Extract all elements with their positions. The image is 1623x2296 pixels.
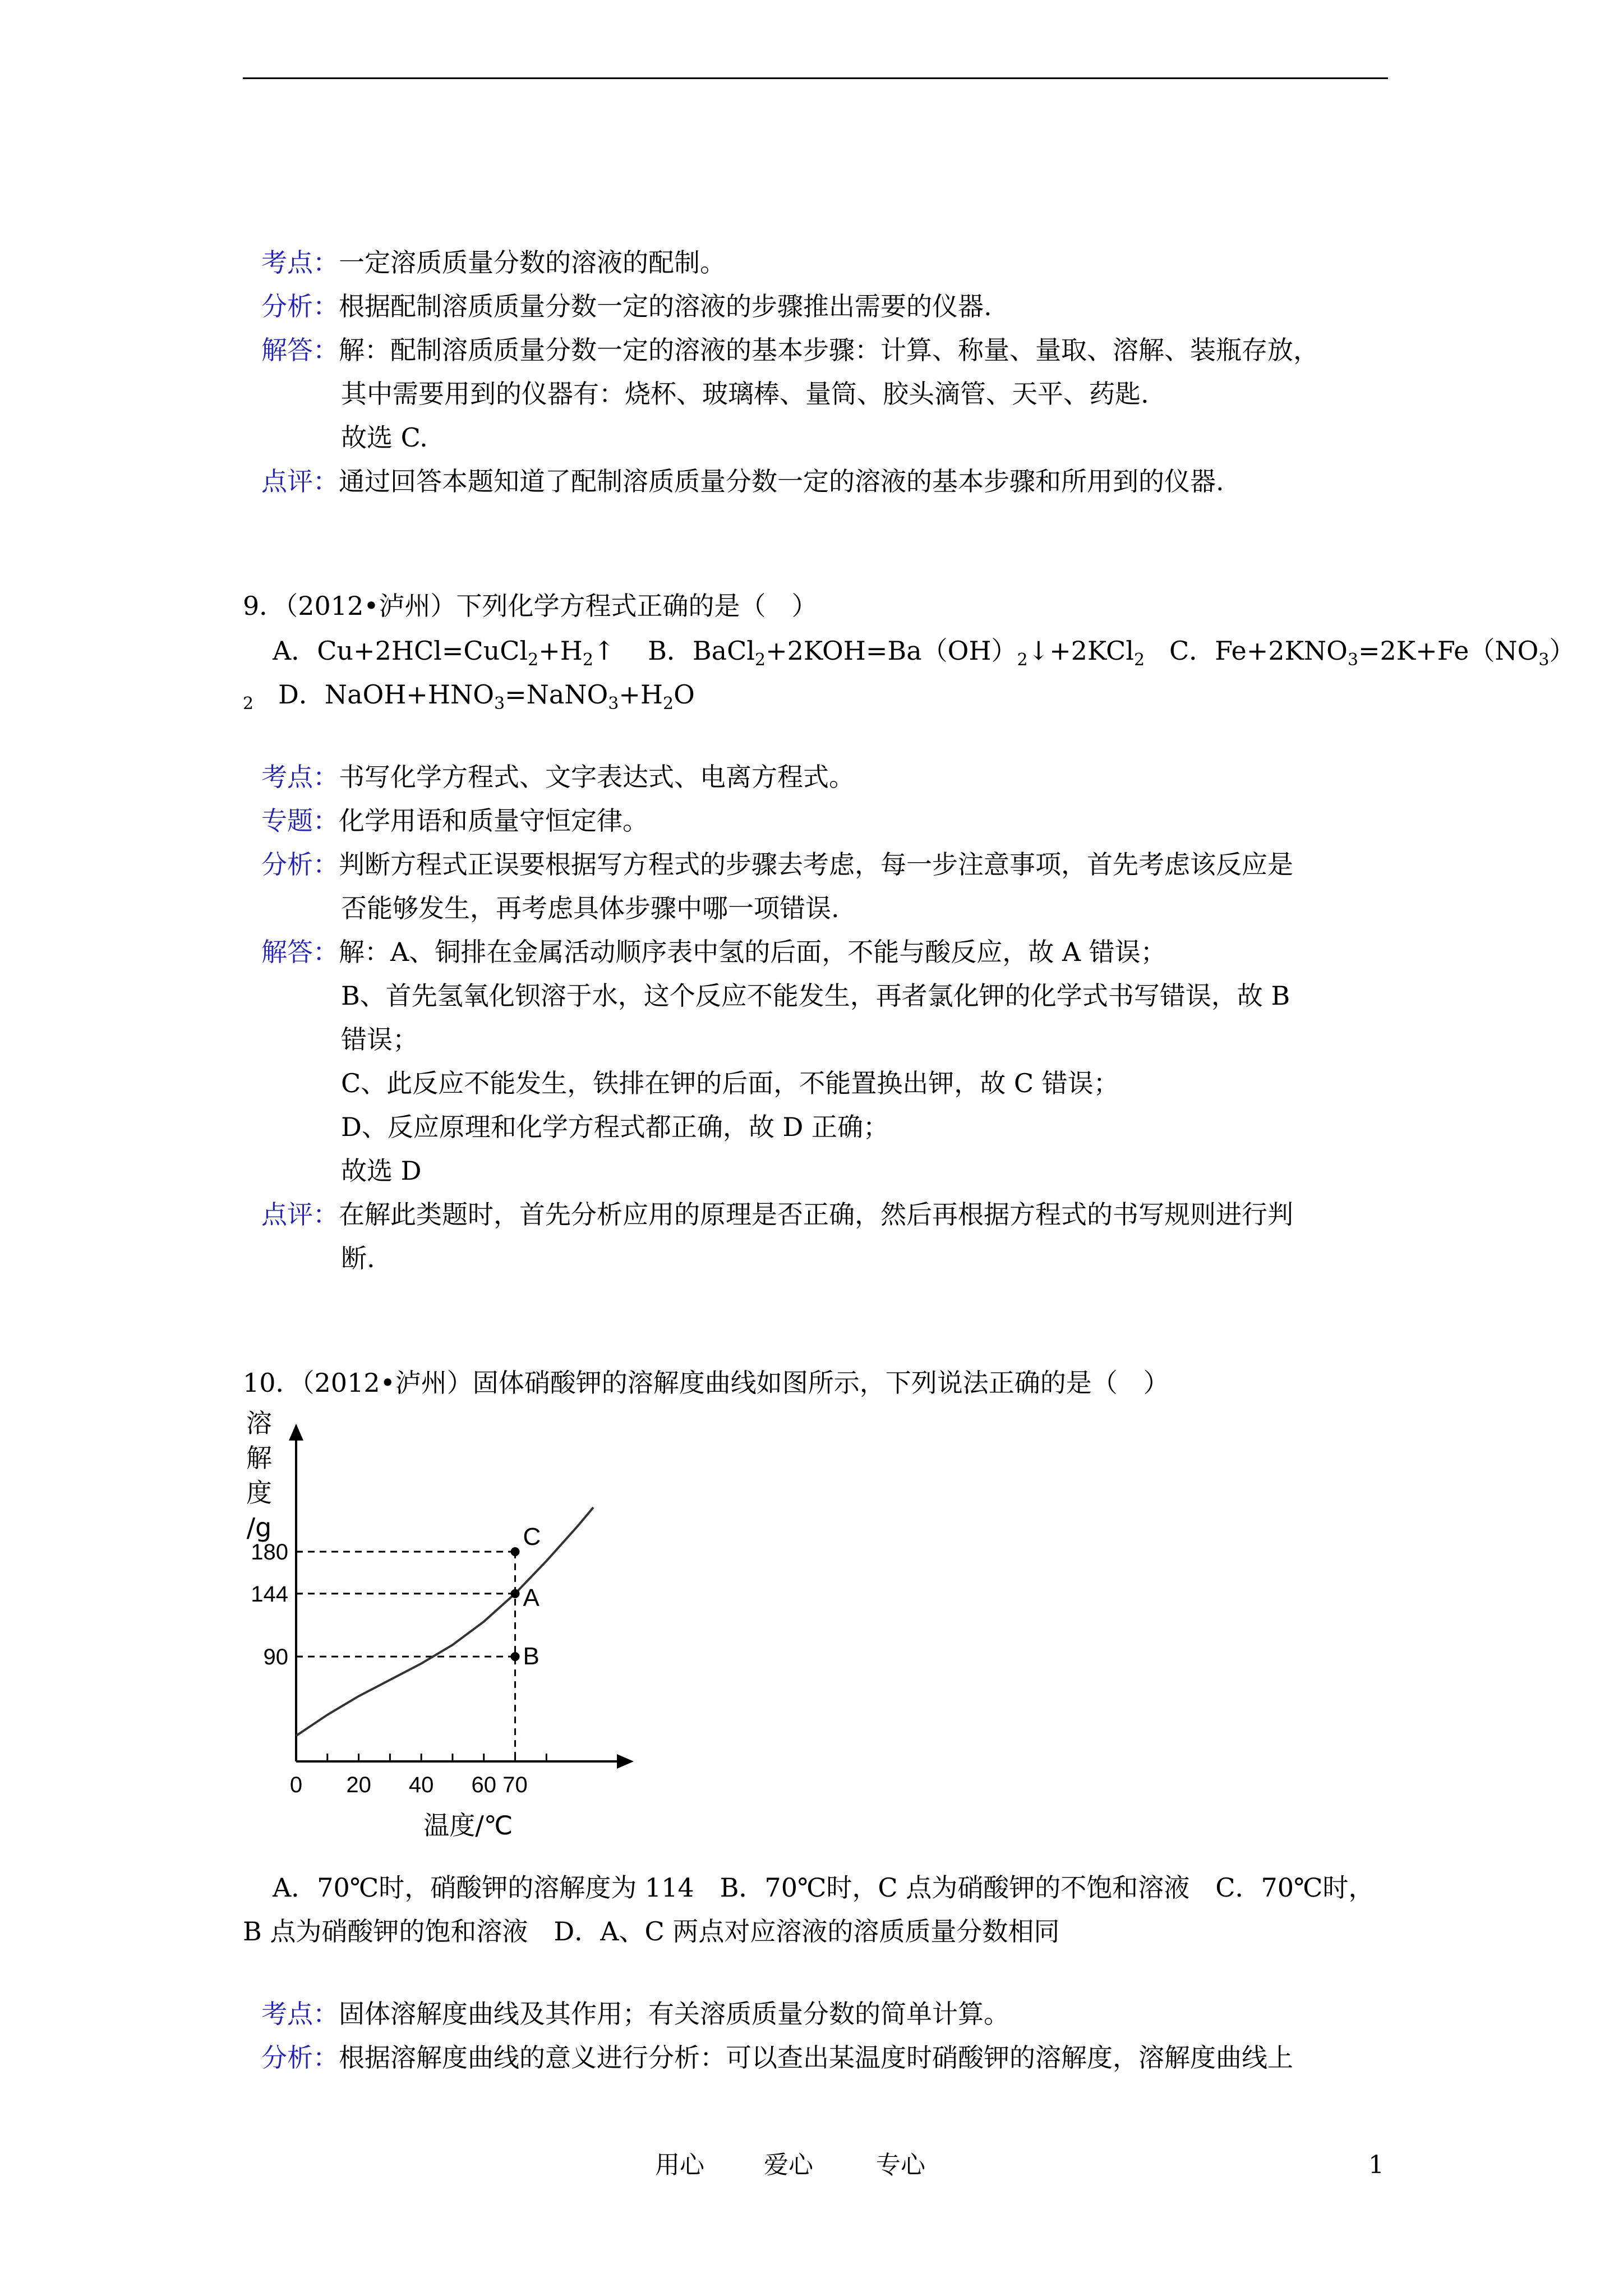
jieda-line-2: 其中需要用到的仪器有：烧杯、玻璃棒、量筒、胶头滴管、天平、药匙. xyxy=(341,379,1149,409)
y-axis-label-char: 解 xyxy=(246,1443,272,1473)
x-tick-label: 70 xyxy=(502,1773,528,1797)
q9-options-line xyxy=(273,634,1575,668)
point-b xyxy=(511,1652,520,1661)
y-tick-label: 144 xyxy=(251,1581,288,1607)
kaodian-line-3: 考点：固体溶解度曲线及其作用；有关溶质质量分数的简单计算。 xyxy=(261,1999,1009,2029)
q10-options-line-2: B 点为硝酸钾的饱和溶液 D．A、C 两点对应溶液的溶质质量分数相同 xyxy=(243,1916,1060,1947)
x-axis-arrow xyxy=(617,1754,634,1769)
kaodian-line-2: 考点：书写化学方程式、文字表达式、电离方程式。 xyxy=(261,762,855,792)
kaodian-label: 考点： xyxy=(261,247,339,278)
jieda-line-3: 故选 C. xyxy=(341,422,428,453)
q9-option-c: C．$Fe+2KNO_3=2K+Fe(NO_3)$ xyxy=(1169,636,1575,670)
x-tick-label: 0 xyxy=(289,1773,303,1797)
y-axis-label-char: 溶 xyxy=(246,1408,272,1438)
x-axis-label: 温度/℃ xyxy=(423,1810,513,1841)
kaodian-line-1: 考点：一定溶质质量分数的溶液的配制。 xyxy=(261,247,726,278)
x-tick-label: 40 xyxy=(408,1773,434,1797)
dianping-line-2a: 点评：在解此类题时，首先分析应用的原理是否正确，然后再根据方程式的书写规则进行判 xyxy=(261,1199,1293,1230)
fenxi-line-2b: 否能够发生，再考虑具体步骤中哪一项错误. xyxy=(341,893,840,923)
dianping-line-1: 点评：通过回答本题知道了配制溶质质量分数一定的溶液的基本步骤和所用到的仪器. xyxy=(261,466,1224,496)
point-a xyxy=(511,1589,520,1598)
jieda-line-2a: 解答：解：A、铜排在金属活动顺序表中氢的后面，不能与酸反应，故 A 错误； xyxy=(261,937,1166,967)
jieda-line-2d: C、此反应不能发生，铁排在钾的后面，不能置换出钾，故 C 错误； xyxy=(341,1068,1119,1098)
q10-stem: 10．（2012•泸州）固体硝酸钾的溶解度曲线如图所示，下列说法正确的是（ ） xyxy=(243,1368,1169,1398)
point-label-b: B xyxy=(523,1642,540,1671)
footer-zhuanxin: 专心 xyxy=(876,2151,925,2179)
footer-yongxin: 用心 xyxy=(655,2151,704,2179)
jieda-line-2f: 故选 D xyxy=(341,1156,422,1186)
q9-stem: 9．（2012•泸州）下列化学方程式正确的是（ ） xyxy=(243,591,818,621)
solubility-curve xyxy=(296,1507,593,1736)
point-label-c: C xyxy=(523,1523,541,1551)
y-axis-label-char: 度 xyxy=(246,1478,272,1508)
q9-option-a: A．$Cu+2HCl=CuCl_2+H_2↑$ xyxy=(273,636,615,670)
x-tick-label: 20 xyxy=(346,1773,371,1797)
y-axis-label-char: /g xyxy=(246,1512,272,1543)
fenxi-line-1: 分析：根据配制溶质质量分数一定的溶液的步骤推出需要的仪器. xyxy=(261,291,992,321)
header-rule xyxy=(243,77,1388,79)
jieda-line-2c: 错误； xyxy=(341,1024,418,1055)
jieda-line-2e: D、反应原理和化学方程式都正确，故 D 正确； xyxy=(341,1112,889,1142)
y-tick-label: 180 xyxy=(251,1540,288,1565)
q9-options-line-2: $_2$ D．$NaOH+HNO_3=NaNO_3+H_2O$ xyxy=(243,679,695,714)
jieda-line-2b: B、首先氢氧化钡溶于水，这个反应不能发生，再者氯化钾的化学式书写错误，故 B xyxy=(341,981,1290,1011)
zhuanti-line: 专题：化学用语和质量守恒定律。 xyxy=(261,806,648,836)
q10-options-line-1: A．70℃时，硝酸钾的溶解度为 114 B．70℃时，C 点为硝酸钾的不饱和溶液 C．70℃时， xyxy=(273,1872,1375,1903)
point-c xyxy=(511,1547,520,1556)
y-axis-arrow xyxy=(289,1424,303,1441)
footer-aixin: 爱心 xyxy=(764,2151,813,2179)
q9-option-d: D．$NaOH+HNO_3=NaNO_3+H_2O$ xyxy=(278,679,695,714)
y-tick-label: 90 xyxy=(263,1645,288,1670)
dianping-line-2b: 断. xyxy=(341,1243,375,1273)
x-tick-label: 60 xyxy=(471,1773,496,1797)
jieda-line-1: 解答：解：配制溶质质量分数一定的溶液的基本步骤：计算、称量、量取、溶解、装瓶存放， xyxy=(261,335,1319,365)
fenxi-line-3: 分析：根据溶解度曲线的意义进行分析：可以查出某温度时硝酸钾的溶解度，溶解度曲线上 xyxy=(261,2042,1293,2073)
q9-option-b: B．$BaCl_2+2KOH=Ba(OH)_2↓+2KCl_2$ xyxy=(648,636,1145,670)
fenxi-line-2a: 分析：判断方程式正误要根据写方程式的步骤去考虑，每一步注意事项，首先考虑该反应是 xyxy=(261,849,1293,880)
solubility-chart xyxy=(236,1405,667,1854)
point-label-a: A xyxy=(523,1584,540,1612)
page-number: 1 xyxy=(1368,2151,1384,2179)
